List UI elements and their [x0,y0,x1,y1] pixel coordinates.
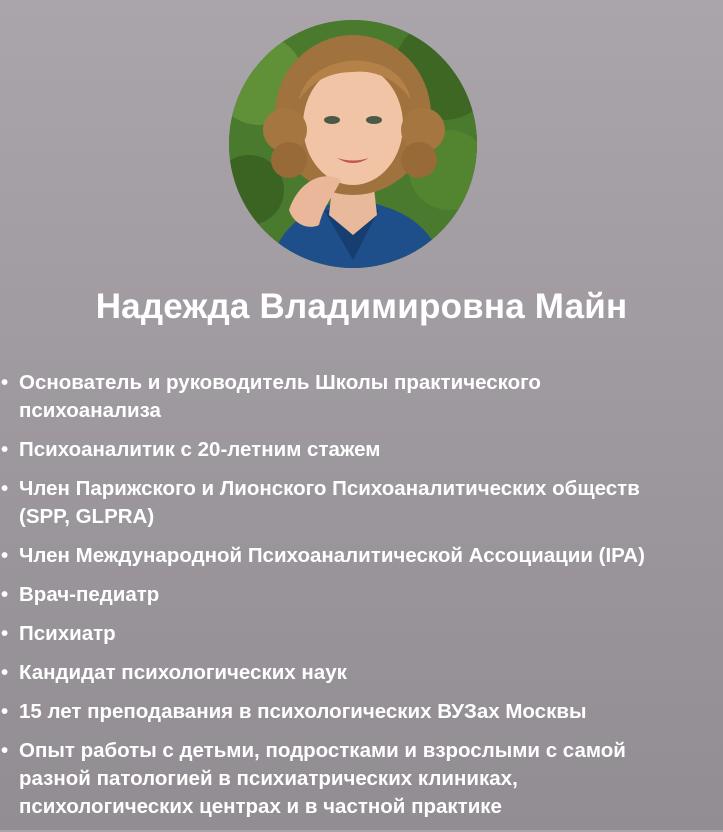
bio-list [0,369,723,832]
bullet-icon: • [1,438,9,461]
bio-item-paris-lyon: • Член Парижского и Лионского Психоаналитических обществ (SPP, GLPRA) [1,477,640,528]
bullet-icon: • [1,371,9,394]
bullet-icon: • [1,477,9,500]
bullet-icon: • [1,700,9,723]
profile-name: Надежда Владимировна Майн [95,287,628,326]
bio-item-ipa: • Член Международной Психоаналитической Ассоциации (IPA) [0,542,723,570]
bio-item-experience: • Психоаналитик с 20-летним стажем [0,436,723,464]
bio-item-teaching: • 15 лет преподавания в психологических ВУЗах Москвы [0,698,723,726]
bullet-icon: • [1,622,9,645]
portrait-photo [229,20,477,268]
bullet-icon: • [1,661,9,684]
bullet-icon: • [1,544,9,567]
bio-item-psychiatrist: • Психиатр [0,620,723,648]
bio-item-practice: • Опыт работы с детьми, подростками и взрослыми с самой разной патологией в психиатрических клиниках, психологических центрах и в частной практике [1,739,626,818]
bullet-icon: • [1,739,9,762]
bio-item-founder: • Основатель и руководитель Школы практического психоанализа [1,371,541,422]
bullet-icon: • [1,583,9,606]
bio-item-candidate: • Кандидат психологических наук [0,659,723,687]
bio-item-pediatrician: • Врач-педиатр [0,581,723,609]
